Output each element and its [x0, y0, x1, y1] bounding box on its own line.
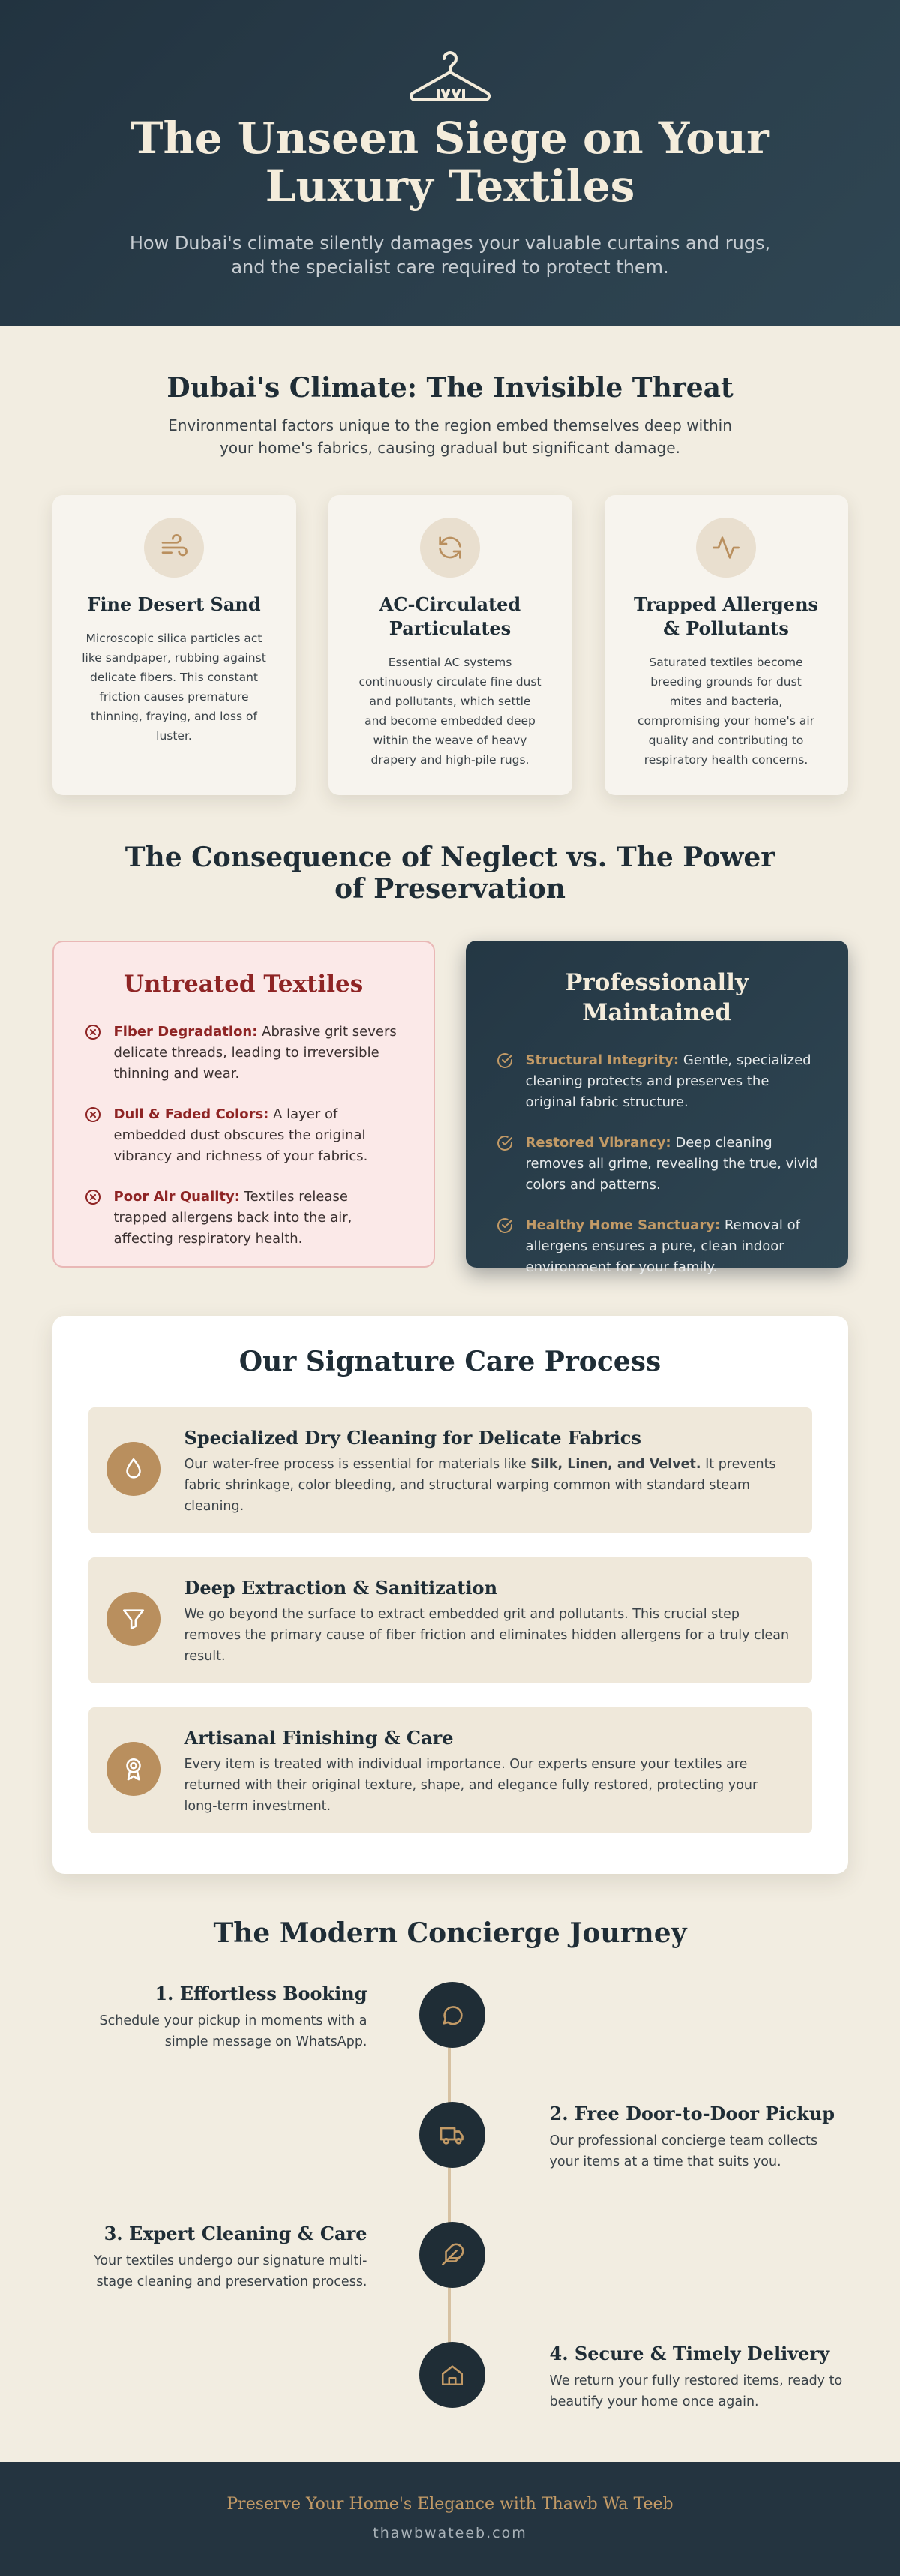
- timeline-step: [68, 2222, 368, 2292]
- list-item-text: Restored Vibrancy: Deep cleaning removes all grime, revealing the true, vivid colors and patterns.: [525, 1135, 818, 1193]
- step-title: Deep Extraction & Sanitization: [184, 1577, 498, 1599]
- process-step: [88, 1407, 812, 1533]
- page-title: The Unseen Siege on Your Luxury Textiles: [130, 113, 770, 212]
- timeline-step-title: 2. Free Door-to-Door Pickup: [549, 2103, 836, 2124]
- threat-card: [604, 495, 848, 795]
- card-text: Saturated textiles become breeding grounds for dust mites and bacteria, compromising your home's air quality and contributing to respiratory health concerns.: [638, 656, 814, 767]
- list-item: [84, 1187, 404, 1250]
- hanger-logo-icon: [405, 47, 495, 107]
- timeline: [52, 1982, 848, 2432]
- process-section: [52, 1316, 848, 1874]
- untreated-list: [84, 1022, 404, 1250]
- process-title: Our Signature Care Process: [238, 1346, 662, 1377]
- process-step: [88, 1557, 812, 1683]
- card-title: AC-Circulated Particulates: [379, 593, 521, 639]
- list-item: [84, 1104, 404, 1167]
- page-subtitle: How Dubai's climate silently damages your valuable curtains and rugs, and the specialist care required to protect them.: [129, 233, 771, 278]
- timeline-step-text: Your textiles undergo our signature multi-stage cleaning and preservation process.: [93, 2253, 368, 2289]
- list-item-text: Dull & Faded Colors: A layer of embedded dust obscures the original vibrancy and richness of your fabrics.: [113, 1106, 368, 1164]
- check-circle-icon: [496, 1052, 514, 1070]
- home-icon: [419, 2342, 485, 2408]
- maintained-title: Professionally Maintained: [565, 969, 748, 1026]
- list-item-text: Healthy Home Sanctuary: Removal of allergens ensures a pure, clean indoor environment for your family.: [525, 1217, 800, 1275]
- untreated-title: Untreated Textiles: [123, 971, 364, 998]
- footer: [0, 2462, 900, 2576]
- timeline-step-text: Our professional concierge team collects your items at a time that suits you.: [549, 2133, 818, 2169]
- list-item: [496, 1215, 818, 1278]
- threat-title: Dubai's Climate: The Invisible Threat: [166, 372, 734, 404]
- list-item: [496, 1050, 818, 1113]
- list-item-text: Poor Air Quality: Textiles release trapped allergens back into the air, affecting respiratory health.: [113, 1189, 352, 1247]
- list-item: [84, 1022, 404, 1085]
- threat-cards: [52, 495, 848, 795]
- filter-icon: [106, 1592, 160, 1646]
- hero-header: [0, 0, 900, 326]
- timeline-step-title: 4. Secure & Timely Delivery: [549, 2343, 830, 2364]
- x-circle-icon: [84, 1106, 102, 1124]
- maintained-list: [496, 1050, 818, 1278]
- process-step: [88, 1707, 812, 1833]
- chat-icon: [419, 1982, 485, 2048]
- activity-icon: [696, 518, 756, 578]
- step-body: [184, 1425, 794, 1517]
- wind-icon: [144, 518, 204, 578]
- footer-site-link[interactable]: thawbwateeb.com: [373, 2525, 527, 2541]
- journey-title: The Modern Concierge Journey: [213, 1917, 687, 1949]
- refresh-icon: [420, 518, 480, 578]
- timeline-step-text: Schedule your pickup in moments with a simple message on WhatsApp.: [99, 2013, 368, 2049]
- feather-icon: [419, 2222, 485, 2288]
- versus-panels: [52, 941, 848, 1275]
- timeline-step-title: 1. Effortless Booking: [154, 1983, 368, 2004]
- truck-icon: [419, 2102, 485, 2168]
- untreated-panel: [52, 941, 435, 1268]
- card-text: Microscopic silica particles act like sandpaper, rubbing against delicate fibers. This constant friction causes premature thinning, fraying, and loss of luster.: [82, 632, 266, 743]
- step-text: Every item is treated with individual importance. Our experts ensure your textiles are returned with their original texture, shape, and elegance fully restored, protecting your long-term investment.: [184, 1757, 758, 1814]
- step-body: [184, 1575, 794, 1667]
- maintained-panel: [466, 941, 848, 1275]
- footer-tagline: Preserve Your Home's Elegance with Thawb Wa Teeb: [226, 2495, 674, 2514]
- step-text: Our water-free process is essential for materials like Silk, Linen, and Velvet. It prevents fabric shrinkage, color bleeding, and structural warping common with standard steam cleaning.: [184, 1457, 776, 1514]
- check-circle-icon: [496, 1134, 514, 1152]
- threat-card: [52, 495, 296, 795]
- droplet-icon: [106, 1442, 160, 1496]
- timeline-step: [550, 2342, 850, 2412]
- timeline-step: [550, 2102, 850, 2172]
- check-circle-icon: [496, 1217, 514, 1235]
- x-circle-icon: [84, 1188, 102, 1206]
- award-icon: [106, 1742, 160, 1796]
- threat-section: [0, 326, 900, 795]
- list-item: [496, 1133, 818, 1196]
- versus-section: [0, 795, 900, 1275]
- x-circle-icon: [84, 1023, 102, 1041]
- versus-title: The Consequence of Neglect vs. The Power of Preservation: [124, 842, 776, 905]
- threat-subtitle: Environmental factors unique to the region embed themselves deep within your home's fabrics, causing gradual but significant damage.: [168, 416, 732, 457]
- timeline-line: [448, 2012, 451, 2372]
- card-text: Essential AC systems continuously circulate fine dust and pollutants, which settle and become embedded deep within the weave of heavy drapery and high-pile rugs.: [358, 656, 542, 767]
- step-title: Specialized Dry Cleaning for Delicate Fabrics: [184, 1427, 641, 1449]
- step-title: Artisanal Finishing & Care: [184, 1727, 454, 1749]
- timeline-step-title: 3. Expert Cleaning & Care: [104, 2223, 368, 2244]
- step-body: [184, 1725, 794, 1817]
- step-text: We go beyond the surface to extract embedded grit and pollutants. This crucial step removes the primary cause of fiber friction and eliminates hidden allergens for a truly clean result.: [184, 1607, 790, 1664]
- card-title: Trapped Allergens & Pollutants: [633, 593, 819, 639]
- list-item-text: Fiber Degradation: Abrasive grit severs delicate threads, leading to irreversible thinning and wear.: [113, 1024, 397, 1082]
- journey-section: [0, 1874, 900, 2451]
- card-title: Fine Desert Sand: [87, 593, 261, 615]
- list-item-text: Structural Integrity: Gentle, specialized cleaning protects and preserves the original fabric structure.: [525, 1052, 812, 1110]
- threat-card: [328, 495, 572, 795]
- timeline-step-text: We return your fully restored items, ready to beautify your home once again.: [549, 2373, 843, 2409]
- timeline-step: [68, 1982, 368, 2052]
